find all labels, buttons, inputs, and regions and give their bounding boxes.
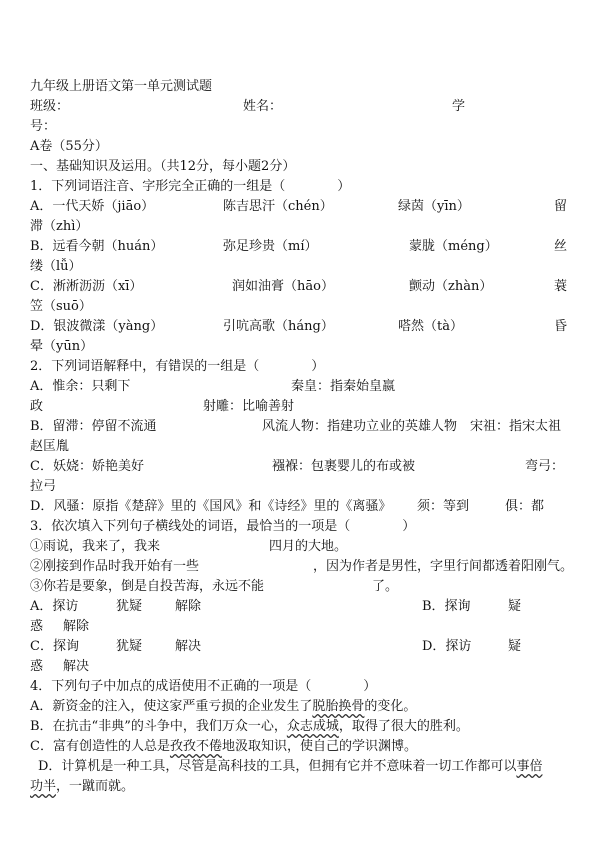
q4-option-b — [30, 718, 469, 736]
q1-option-d-item1: D．银波微漾（yàng） — [30, 319, 164, 334]
q2-option-b-part2: 风流人物：指建功立业的英雄人物 — [262, 419, 458, 434]
q3-stem: 3．依次填入下列句子横线处的词语，最恰当的一项是（ ） — [30, 519, 416, 534]
q4-option-d-continued — [30, 778, 134, 796]
q2-option-c-part1: C．妖娆：娇艳美好 — [30, 459, 144, 474]
q4-option-a-pre: A．新资金的注入，使这家严重亏损的企业发生了 — [30, 699, 313, 714]
q3-option-c-word3: 解决 — [175, 639, 202, 654]
q2-option-c-part4: 拉弓 — [30, 479, 57, 494]
q1-option-a-item3: 绿茵（yīn） — [398, 199, 470, 214]
q3-option-b-word2-end: 惑 — [30, 619, 44, 634]
q4-option-c — [30, 738, 417, 756]
q1-option-c-item1: C．淅淅沥沥（xī） — [30, 279, 143, 294]
q1-option-b-item4-end: 缕（lǚ） — [30, 259, 82, 274]
name-label: 姓名： — [243, 99, 283, 114]
q1-option-b-item2: 弥足珍贵（mí） — [223, 239, 318, 254]
q3-sentence3-part1: ③你若是要象，倒是自投苦海，永远不能 — [30, 579, 265, 594]
q3-sentence2-part2: ，因为作者是男性，字里行间都透着阳刚气。 — [313, 559, 574, 574]
q3-option-c-word2: 犹疑 — [116, 639, 143, 654]
q3-option-d-word2-start: 疑 — [508, 639, 522, 654]
q3-sentence2-part1: ②刚接到作品时我开始有一些 — [30, 559, 200, 574]
q3-option-a-word2: 犹疑 — [116, 599, 143, 614]
q3-option-a-word1: A．探访 — [30, 599, 79, 614]
paper-a-heading: A卷（55分） — [30, 139, 108, 154]
q3-sentence3-part2: 了。 — [372, 579, 399, 594]
q3-sentence1-part1: ①雨说，我来了，我来 — [30, 539, 161, 554]
q4-option-d-post: ，一蹴而就。 — [56, 779, 135, 794]
student-number-label-part2: 号： — [30, 119, 57, 134]
q1-option-a-item4-end: 滞（zhì） — [30, 219, 89, 234]
q3-sentence1-part2: 四月的大地。 — [269, 539, 348, 554]
q2-option-a-part3: 政 — [30, 399, 44, 414]
q3-option-b-word2-start: 疑 — [508, 599, 522, 614]
q2-option-d-part2: 须：等到 — [417, 499, 470, 514]
q4-option-d-pre: D．计算机是一种工具，尽管是高科技的工具，但拥有它并不意味着一切工作都可以 — [38, 759, 517, 774]
q1-option-c-item2: 润如油膏（hāo） — [232, 279, 334, 294]
q2-option-a-part4: 射雕：比喻善射 — [203, 399, 295, 414]
q1-option-c-item3: 颤动（zhàn） — [409, 279, 493, 294]
q1-option-d-item4-start: 昏 — [554, 319, 568, 334]
q4-option-c-idiom: 孜孜不倦 — [169, 739, 222, 754]
q4-option-a — [30, 698, 416, 716]
q2-option-b-part4: 赵匡胤 — [30, 439, 70, 454]
q1-option-a-item4-start: 留 — [554, 199, 568, 214]
q4-option-a-post: 的变化。 — [364, 699, 417, 714]
q2-option-c-part3: 弯弓： — [525, 459, 565, 474]
q2-stem: 2．下列词语解释中，有错误的一组是（ ） — [30, 359, 325, 374]
class-label: 班级： — [30, 99, 70, 114]
q1-option-b-item4-start: 丝 — [554, 239, 568, 254]
q3-option-d-word3: 解决 — [63, 659, 90, 674]
section1-heading: 一、基础知识及运用。（共12分，每小题2分） — [30, 159, 296, 174]
q2-option-a-part1: A．惟余：只剩下 — [30, 379, 131, 394]
q3-option-a-word3: 解除 — [175, 599, 202, 614]
q4-stem: 4．下列句子中加点的成语使用不正确的一项是（ ） — [30, 679, 377, 694]
q3-option-c-word1: C．探询 — [30, 639, 79, 654]
q1-option-a-item2: 陈吉思汗（chén） — [223, 199, 333, 214]
q2-option-c-part2: 襁褓：包裹婴儿的布或被 — [272, 459, 416, 474]
document-title: 九年级上册语文第一单元测试题 — [30, 79, 213, 94]
q1-stem: 1．下列词语注音、字形完全正确的一组是（ ） — [30, 179, 351, 194]
q2-option-b-part3: 宋祖：指宋太祖 — [470, 419, 562, 434]
q1-option-d-item3: 嗒然（tà） — [398, 319, 463, 334]
q2-option-a-part2: 秦皇：指秦始皇嬴 — [291, 379, 396, 394]
student-number-label-part1: 学 — [452, 99, 466, 114]
q3-option-d-word1: D．探访 — [422, 639, 472, 654]
q1-option-d-item2: 引吭高歌（háng） — [223, 319, 334, 334]
q4-option-d — [38, 758, 542, 776]
q4-option-d-idiom-start: 事倍 — [516, 759, 543, 774]
q3-option-d-word2-end: 惑 — [30, 659, 44, 674]
q1-option-c-item4-start: 蓑 — [554, 279, 568, 294]
q4-option-c-post: 地汲取知识，使自己的学识渊博。 — [221, 739, 417, 754]
q1-option-b-item3: 蒙胧（méng） — [409, 239, 498, 254]
q3-option-b-word1: B．探询 — [422, 599, 471, 614]
q2-option-d-part1: D．风骚：原指《楚辞》里的《国风》和《诗经》里的《离骚》 — [30, 499, 392, 514]
q4-option-b-idiom: 众志成城 — [286, 719, 339, 734]
q4-option-b-pre: B．在抗击“非典”的斗争中，我们万众一心， — [30, 719, 287, 734]
q4-option-d-idiom-end: 功半 — [30, 779, 57, 794]
q4-option-b-post: ，取得了很大的胜利。 — [338, 719, 469, 734]
q4-option-c-pre: C．富有创造性的人总是 — [30, 739, 170, 754]
q2-option-b-part1: B．留滞：停留不流通 — [30, 419, 157, 434]
q1-option-c-item4-end: 笠（suō） — [30, 299, 92, 314]
q1-option-d-item4-end: 晕（yūn） — [30, 339, 94, 354]
q1-option-b-item1: B．远看今朝（huán） — [30, 239, 164, 254]
q3-option-b-word3: 解除 — [63, 619, 90, 634]
q1-option-a-item1: A．一代天娇（jiāo） — [30, 199, 155, 214]
q4-option-a-idiom: 脱胎换骨 — [312, 699, 365, 714]
q2-option-d-part3: 俱：都 — [505, 499, 545, 514]
